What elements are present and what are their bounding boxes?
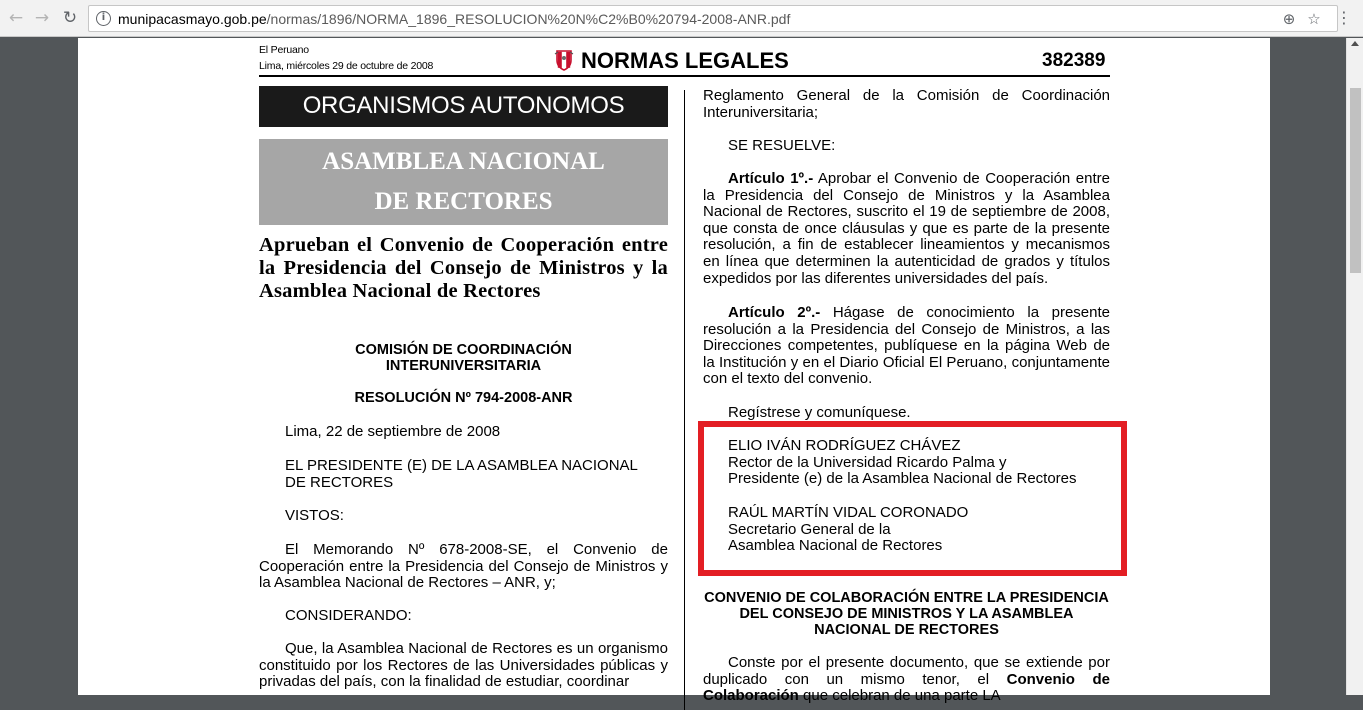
signatory-2-name: RAÚL MARTÍN VIDAL CORONADO bbox=[728, 504, 969, 521]
commission-title bbox=[259, 342, 668, 374]
commission-line-1: COMISIÓN DE COORDINACIÓN bbox=[355, 342, 572, 358]
resolution-number: RESOLUCIÓN Nº 794-2008-ANR bbox=[354, 390, 573, 406]
browser-toolbar bbox=[0, 0, 1363, 37]
signature-block-1 bbox=[728, 438, 1077, 488]
president-heading bbox=[285, 458, 638, 491]
signatory-2-role-1: Secretario General de la bbox=[728, 520, 891, 538]
publication-date: Lima, miércoles 29 de octubre de 2008 bbox=[259, 60, 434, 72]
vertical-scrollbar[interactable] bbox=[1346, 38, 1363, 695]
conste-end: que celebran de una parte LA bbox=[803, 687, 1001, 705]
info-icon[interactable]: i bbox=[96, 11, 111, 26]
memo-paragraph: El Memorando Nº 678-2008-SE, el Convenio de Cooperación entre la Presidencia del Consejo de Ministros y la Asamblea Nacional de Rectores – ANR, y; bbox=[259, 541, 668, 592]
section-title: NORMAS LEGALES bbox=[581, 48, 789, 73]
entity-band bbox=[259, 139, 668, 225]
conste-start: Conste por el presente documento, que se extiende por duplicado con un mismo tenor, el bbox=[703, 654, 1110, 688]
se-resuelve-heading: SE RESUELVE: bbox=[728, 137, 836, 154]
publisher-name: El Peruano bbox=[259, 44, 309, 56]
menu-icon[interactable]: ⋮ bbox=[1336, 8, 1352, 27]
scroll-up-arrow-icon[interactable] bbox=[1351, 41, 1359, 46]
commission-line-2: INTERUNIVERSITARIA bbox=[385, 358, 542, 374]
url-text[interactable] bbox=[118, 11, 790, 27]
entity-line-2: DE RECTORES bbox=[374, 188, 553, 215]
pdf-page bbox=[78, 38, 1270, 705]
page-number: 382389 bbox=[1042, 50, 1106, 71]
convenio-title: CONVENIO DE COLABORACIÓN ENTRE LA PRESIDENCIA DEL CONSEJO DE MINISTROS Y LA ASAMBLEA NACIONAL DE RECTORES bbox=[704, 590, 1109, 638]
coat-of-arms-icon bbox=[554, 49, 574, 71]
organismos-autonomos-band: ORGANISMOS AUTONOMOS bbox=[259, 86, 668, 127]
back-icon[interactable]: ← bbox=[8, 8, 24, 28]
column-divider bbox=[684, 90, 685, 710]
signatory-1-role-1: Rector de la Universidad Ricardo Palma y bbox=[728, 453, 1007, 471]
considerando-heading: CONSIDERANDO: bbox=[285, 607, 412, 624]
article-2-text: Hágase de conocimiento la presente resolución a la Presidencia del Consejo de Ministros, a las Direcciones competentes, publíquese en la página Web de la Institución y en el Diario Oficial El Peruano, conjuntamente con el texto del convenio. bbox=[703, 304, 1110, 388]
url-path: /normas/1896/NORMA_1896_RESOLUCION%20N%C2%B0%20794-2008-ANR.pdf bbox=[266, 11, 791, 27]
article-1-paragraph bbox=[703, 171, 1110, 287]
signatory-2-role-2: Asamblea Nacional de Rectores bbox=[728, 537, 943, 555]
article-headline: Aprueban el Convenio de Cooperación entre la Presidencia del Consejo de Ministros y la Asamblea Nacional de Rectores bbox=[259, 234, 668, 302]
conste-bold: Convenio de Colaboración bbox=[703, 670, 1110, 705]
scroll-thumb[interactable] bbox=[1350, 88, 1361, 273]
forward-icon[interactable]: → bbox=[34, 8, 50, 28]
signatory-1-name: ELIO IVÁN RODRÍGUEZ CHÁVEZ bbox=[728, 437, 961, 454]
signature-block-2 bbox=[728, 505, 968, 555]
article-1-text: Aprobar el Convenio de Cooperación entre la Presidencia del Consejo de Ministros y la Asamblea Nacional de Rectores, suscrito el 19 de septiembre de 2008, que consta de once cláusulas y que es parte de la presente resolución, a fin de establecer lineamientos y mecanismos en línea que determinen la autenticidad de grados y títulos expedidos por las diferentes universidades del país. bbox=[703, 170, 1110, 287]
vistos-heading: VISTOS: bbox=[285, 507, 344, 524]
article-2-paragraph bbox=[703, 305, 1110, 388]
registrese-text: Regístrese y comuníquese. bbox=[728, 404, 911, 421]
reload-icon[interactable]: ↻ bbox=[62, 8, 78, 28]
president-line-2: DE RECTORES bbox=[285, 473, 394, 491]
article-1-label: Artículo 1º.- bbox=[728, 170, 814, 187]
president-line-1: EL PRESIDENTE (E) DE LA ASAMBLEA NACIONAL bbox=[285, 457, 638, 474]
address-bar[interactable] bbox=[88, 5, 1338, 32]
que-paragraph: Que, la Asamblea Nacional de Rectores es un organismo constituido por los Rectores de las Universidades públicas y privadas del país, con la finalidad de estudiar, coordinar bbox=[259, 640, 668, 691]
pdf-viewer[interactable] bbox=[0, 38, 1346, 705]
star-icon[interactable]: ☆ bbox=[1307, 10, 1321, 28]
header-rule bbox=[259, 75, 1110, 77]
reglamento-text: Reglamento General de la Comisión de Coordinación Interuniversitaria; bbox=[703, 87, 1110, 121]
place-date: Lima, 22 de septiembre de 2008 bbox=[285, 423, 501, 440]
article-2-label: Artículo 2º.- bbox=[728, 304, 821, 321]
zoom-icon[interactable]: ⊕ bbox=[1282, 10, 1296, 28]
signatory-1-role-2: Presidente (e) de la Asamblea Nacional de Rectores bbox=[728, 470, 1077, 488]
conste-paragraph bbox=[703, 655, 1110, 705]
entity-line-1: ASAMBLEA NACIONAL bbox=[322, 148, 605, 175]
url-host: munipacasmayo.gob.pe bbox=[118, 11, 267, 27]
